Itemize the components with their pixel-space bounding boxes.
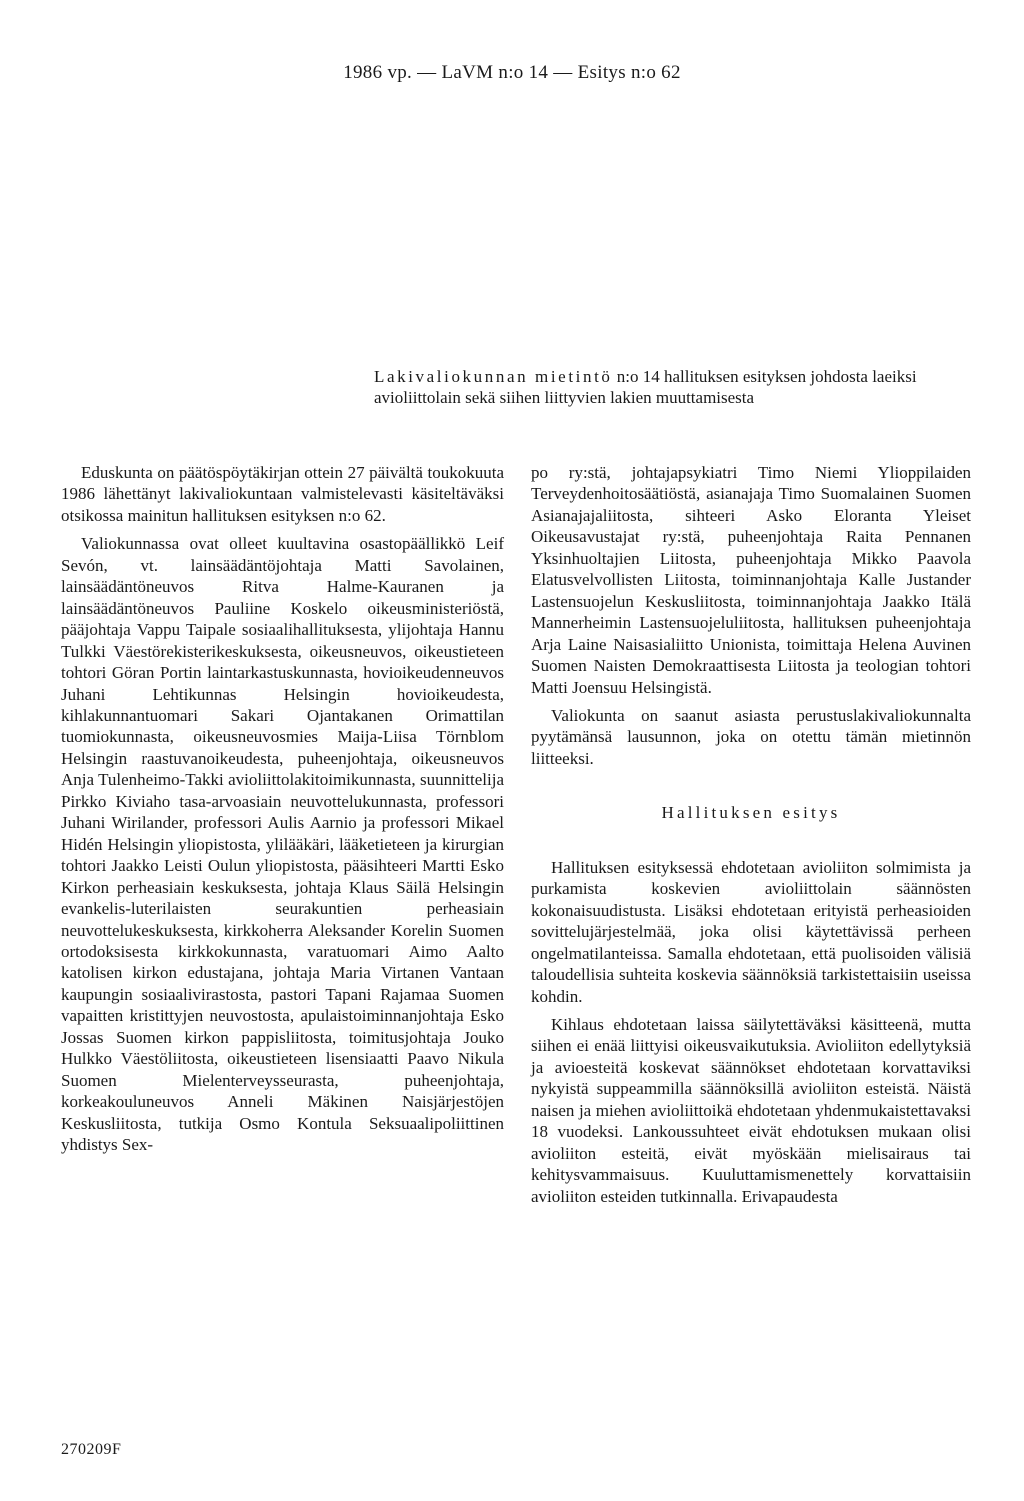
report-title — [374, 366, 966, 408]
paragraph-proposal-summary: Hallituksen esityksessä ehdotetaan avioliiton solmimista ja purkamista koskevien avioliittolain säännösten kokonaisuudistusta. Lisäksi ehdotetaan erityistä perheasioiden sovittelujärjestelmää, joka olisi käytettävissä perheen ongelmatilanteissa. Samalla ehdotetaan, että puolisoiden välisiä taloudellisia suhteita koskevia säännöksiä tarkistettaisiin useissa kohdin. — [531, 857, 971, 1006]
right-column — [531, 462, 971, 1214]
print-code: 270209F — [61, 1441, 122, 1458]
left-column — [61, 462, 504, 1163]
paragraph-experts: Valiokunnassa ovat olleet kuultavina osastopäällikkö Leif Sevón, vt. lainsäädäntöjohtaja Matti Savolainen, lainsäädäntöneuvos Ritva Halme-Kauranen ja lainsäädäntöneuvos Pauliine Koskelo oikeusministeriöstä, pääjohtaja Vappu Taipale sosiaalihallituksesta, ylijohtaja Hannu Tulkki Väestörekisterikeskuksesta, oikeusneuvos, oikeustieteen tohtori Göran Portin laintarkastuskunnasta, hovioikeudenneuvos Juhani Lehtikunnas Helsingin hovioikeudesta, kihlakunnantuomari Sakari Ojantakanen Orimattilan tuomiokunnasta, oikeusneuvosmies Maija-Liisa Törnblom Helsingin raastuvanoikeudesta, puheenjohtaja, oikeusneuvos Anja Tulenheimo-Takki avioliittolakitoimikunnasta, suunnittelija Pirkko Kiviaho tasa-arvoasiain neuvottelukunnasta, professori Juhani Wirilander, professori Aulis Aarnio ja professori Mikael Hidén Helsingin yliopistosta, ylilääkäri, lääketieteen ja kirurgian tohtori Jaakko Leisti Oulun yliopistosta, pääsihteeri Martti Esko Kirkon perheasiain keskuksesta, johtaja Klaus Säilä Helsingin evankelis-luterilaisten seurakuntien perheasiain neuvottelukeskuksesta, kirkkoherra Aleksander Korelin Suomen ortodoksisesta kirkkokunnasta, varatuomari Aimo Aalto katolisen kirkon edustajana, johtaja Maria Virtanen Vantaan kaupungin sosiaalivirastosta, pastori Tapani Rajamaa Suomen vapaitten kristittyjen neuvostosta, apulaistoiminnanjohtaja Esko Jossas Suomen kirkon pappisliitosta, toimitusjohtaja Jouko Hulkko Väestöliitosta, oikeustieteen lisensiaatti Paavo Nikula Suomen Mielenterveysseurasta, puheenjohtaja, korkeakouluneuvos Anneli Mäkinen Naisjärjestöjen Keskusliitosta, tutkija Osmo Kontula Seksuaalipoliittinen yhdistys Sex- — [61, 534, 504, 1155]
paragraph-statement: Valiokunta on saanut asiasta perustuslakivaliokunnalta pyytämänsä lausunnon, joka on otettu tämän mietinnön liitteeksi. — [531, 705, 971, 768]
section-heading: Hallituksen esitys — [661, 803, 841, 823]
paragraph-experts-continued: po ry:stä, johtajapsykiatri Timo Niemi Ylioppilaiden Terveydenhoitosäätiöstä, asianajaja Timo Suomalainen Suomen Asianajajaliitosta, sihteeri Asko Eloranta Yleiset Oikeusavustajat ry:stä, puheenjohtaja Raita Pennanen Yksinhuoltajien Liitosta, puheenjohtaja Mikko Paavola Elatusvelvollisten Liitosta, toiminnanjohtaja Kalle Justander Lastensuojelun Keskusliitosta, toiminnanjohtaja Jaakko Itälä Mannerheimin Lastensuojeluliitosta, hallituksen puheenjohtaja Arja Laine Naisasialiitto Unionista, toimittaja Helena Auvinen Suomen Naisten Demokraattisesta Liitosta ja teologian tohtori Matti Joensuu Helsingistä. — [531, 463, 971, 697]
report-title-rest: n:o 14 hallituksen esityksen johdosta laeiksi avioliittolain sekä siihen liittyvien lakien muuttamisesta — [374, 367, 917, 407]
report-title-spaced: Lakivaliokunnan mietintö — [374, 367, 613, 386]
paragraph-engagement: Kihlaus ehdotetaan laissa säilytettäväksi käsitteenä, mutta siihen ei enää liittyisi oikeusvaikutuksia. Avioliiton edellytyksiä ja avioesteitä koskevat säännökset ehdotetaan korvattaviksi nykyistä suppeammilla säännöksillä avioliiton esteistä. Näistä naisen ja miehen avioliittoikä ehdotetaan yhdenmukaistettavaksi 18 vuodeksi. Lankoussuhteet eivät ehdotuksen mukaan olisi avioliiton esteitä, eivät myöskään mielisairaus tai kehitysvammaisuus. Kuuluttamismenettely korvattaisiin avioliiton esteiden tutkinnalla. Erivapaudesta — [531, 1014, 971, 1206]
running-header: 1986 vp. — LaVM n:o 14 — Esitys n:o 62 — [343, 62, 681, 83]
paragraph-referral: Eduskunta on päätöspöytäkirjan ottein 27 päivältä toukokuuta 1986 lähettänyt lakivaliokuntaan valmistelevasti käsiteltäväksi otsikossa mainitun hallituksen esityksen n:o 62. — [61, 463, 504, 525]
